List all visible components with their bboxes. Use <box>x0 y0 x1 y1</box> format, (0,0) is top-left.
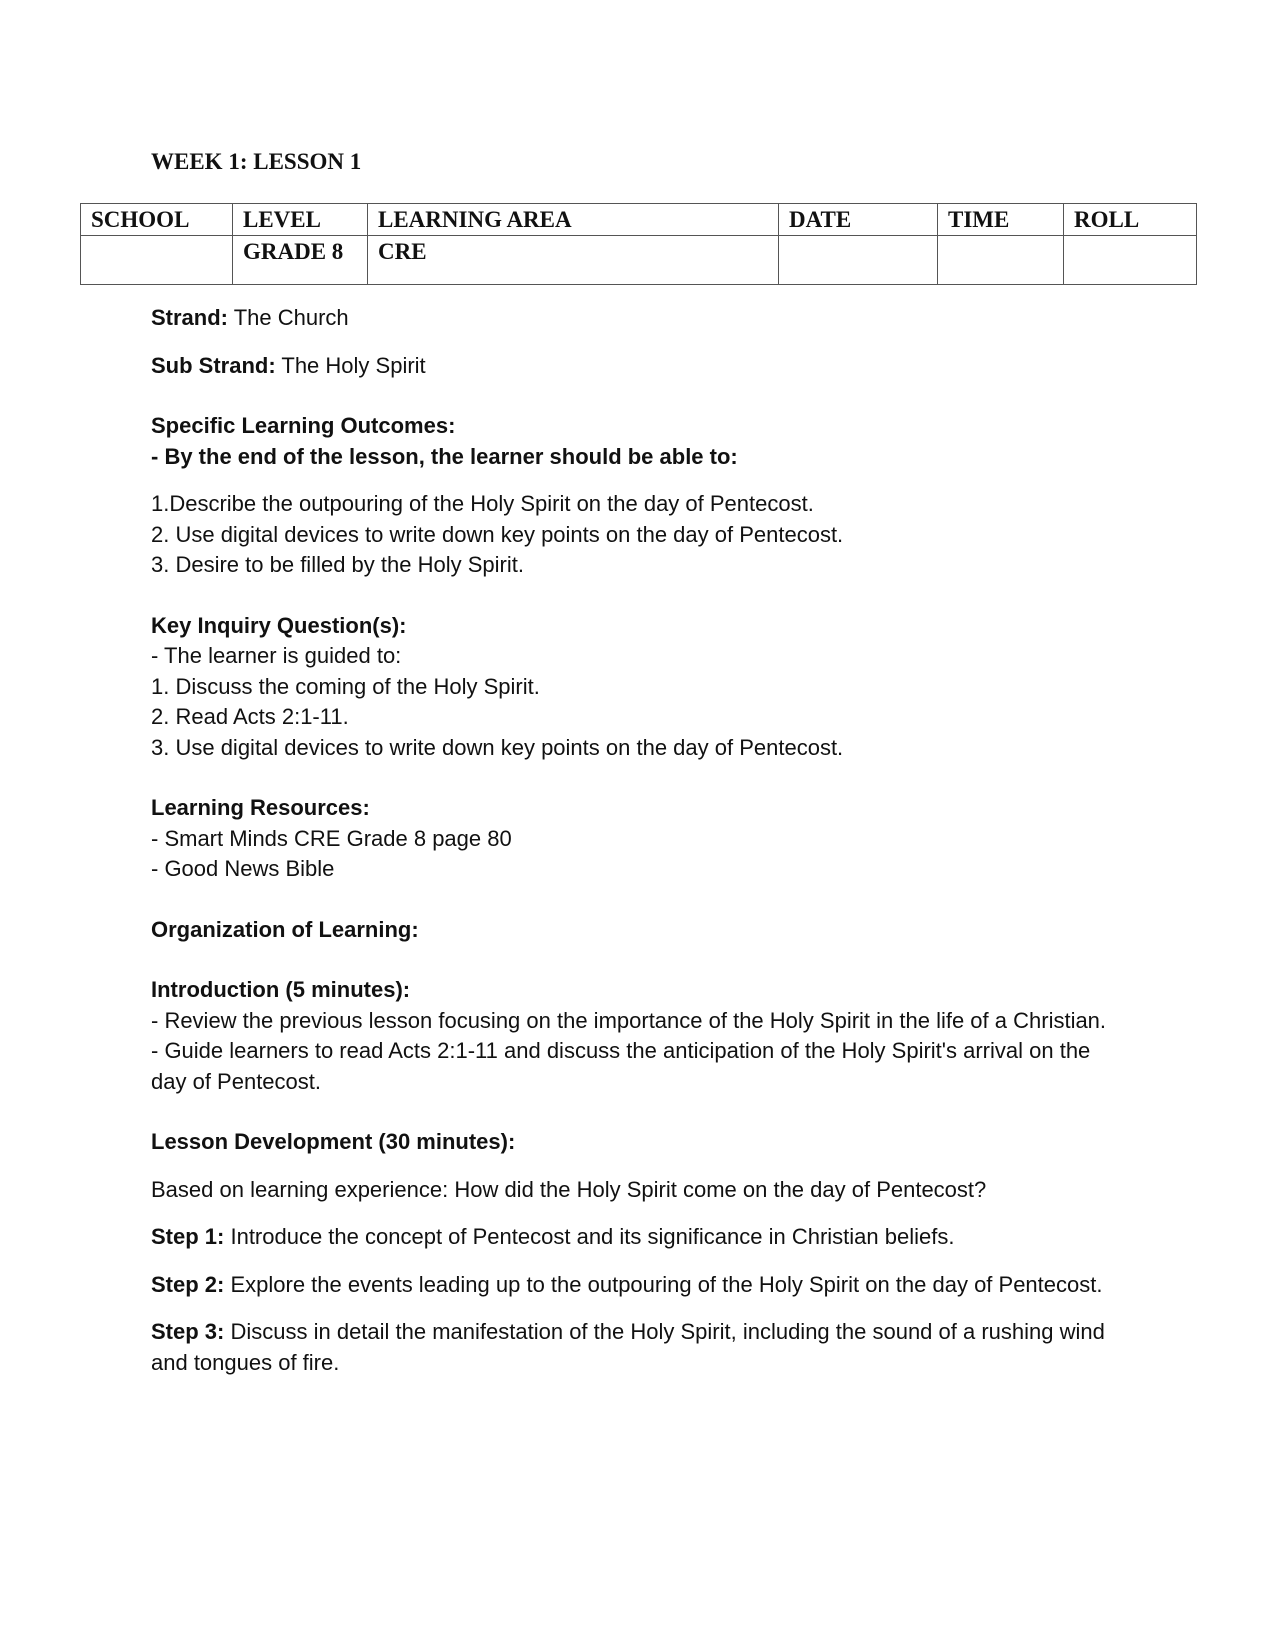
step-3 <box>151 1317 1111 1378</box>
cell-learning-area: CRE <box>368 236 779 285</box>
development-heading: Lesson Development (30 minutes): <box>151 1129 516 1154</box>
inquiry-item: 2. Read Acts 2:1-11. <box>151 704 349 729</box>
header-level: LEVEL <box>233 204 368 236</box>
cell-school <box>81 236 233 285</box>
table-value-row <box>81 236 1197 285</box>
sub-strand-label: Sub Strand: <box>151 352 276 378</box>
step-text: Explore the events leading up to the outpouring of the Holy Spirit on the day of Pentecost. <box>224 1271 1103 1297</box>
resources-heading: Learning Resources: <box>151 795 370 820</box>
lesson-content <box>151 303 1111 1378</box>
introduction-item: - Guide learners to read Acts 2:1-11 and discuss the anticipation of the Holy Spirit's arrival on the day of Pentecost. <box>151 1038 1091 1094</box>
header-time: TIME <box>938 204 1064 236</box>
step-2 <box>151 1270 1111 1301</box>
inquiry-item: 3. Use digital devices to write down key points on the day of Pentecost. <box>151 734 844 760</box>
inquiry-intro: - The learner is guided to: <box>151 643 402 668</box>
step-label: Step 2: <box>151 1271 225 1297</box>
resource-item: - Smart Minds CRE Grade 8 page 80 <box>151 825 512 851</box>
organization-heading: Organization of Learning: <box>151 916 419 942</box>
header-date: DATE <box>779 204 938 236</box>
outcome-item: 1.Describe the outpouring of the Holy Spirit on the day of Pentecost. <box>151 491 814 516</box>
development-question: Based on learning experience: How did the Holy Spirit come on the day of Pentecost? <box>151 1176 987 1202</box>
cell-date <box>779 236 938 285</box>
page-title: WEEK 1: LESSON 1 <box>151 149 362 174</box>
sub-strand-value: The Holy Spirit <box>275 352 426 378</box>
cell-level: GRADE 8 <box>233 236 368 285</box>
table-header-row <box>81 204 1197 236</box>
step-label: Step 3: <box>151 1319 225 1344</box>
inquiry-item: 1. Discuss the coming of the Holy Spirit. <box>151 673 540 699</box>
strand-value: The Church <box>228 305 349 330</box>
step-1 <box>151 1222 1111 1253</box>
outcomes-subheading: - By the end of the lesson, the learner should be able to: <box>151 443 738 469</box>
header-school: SCHOOL <box>81 204 233 236</box>
cell-roll <box>1064 236 1197 285</box>
step-label: Step 1: <box>151 1224 225 1249</box>
inquiry-heading: Key Inquiry Question(s): <box>151 612 407 638</box>
outcome-item: 3. Desire to be filled by the Holy Spirit. <box>151 552 524 577</box>
step-text: Introduce the concept of Pentecost and its significance in Christian beliefs. <box>224 1224 955 1249</box>
sub-strand-line <box>151 351 1111 382</box>
introduction-heading: Introduction (5 minutes): <box>151 977 411 1002</box>
strand-label: Strand: <box>151 305 228 330</box>
strand-line <box>151 303 1111 334</box>
outcomes-heading: Specific Learning Outcomes: <box>151 413 456 438</box>
header-learning-area: LEARNING AREA <box>368 204 779 236</box>
header-roll: ROLL <box>1064 204 1197 236</box>
step-text: Discuss in detail the manifestation of the Holy Spirit, including the sound of a rushing wind and tongues of fire. <box>151 1319 1105 1375</box>
outcome-item: 2. Use digital devices to write down key points on the day of Pentecost. <box>151 521 844 547</box>
cell-time <box>938 236 1064 285</box>
lesson-info-table <box>80 203 1197 285</box>
resource-item: - Good News Bible <box>151 856 335 881</box>
introduction-item: - Review the previous lesson focusing on the importance of the Holy Spirit in the life of a Christian. <box>151 1007 1107 1033</box>
